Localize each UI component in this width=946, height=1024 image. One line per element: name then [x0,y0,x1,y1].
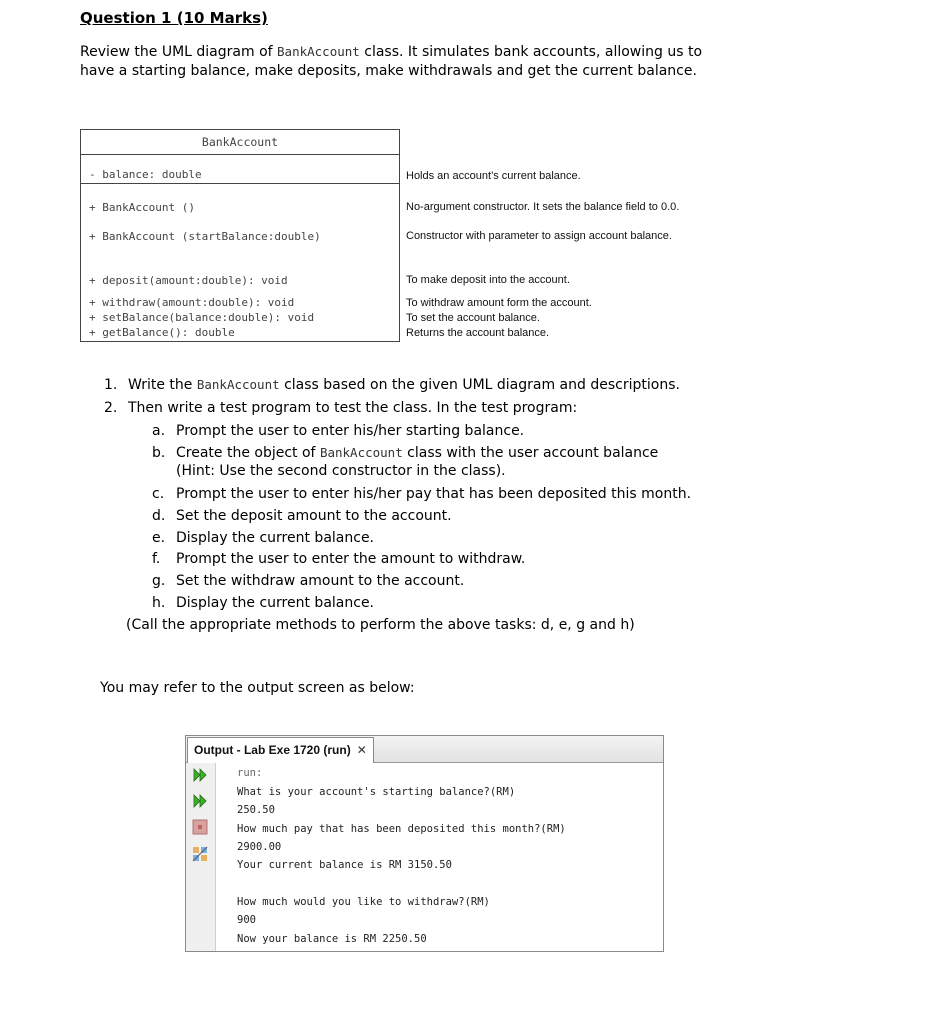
subtask-text: class with the user account balance [402,445,659,461]
subtask-text: Create the object of [176,445,320,461]
console-line: How much pay that has been deposited this month?(RM) [237,823,566,835]
uml-fields-box [81,154,399,184]
output-tab[interactable] [187,737,374,763]
rerun-with-options-icon[interactable] [192,793,208,809]
task-number: 2. [104,400,118,416]
subtask-letter: h. [152,595,166,611]
subtask-letter: d. [152,508,166,524]
subtask-letter: f. [152,551,161,567]
output-tab-bar [186,736,663,763]
intro-class-name: BankAccount [277,44,360,59]
subtask-class-name: BankAccount [319,445,403,460]
desc-field: Holds an account’s current balance. [406,170,581,182]
console-line: 900 [237,914,256,926]
subtask-text: Prompt the user to enter his/her starting balance. [176,423,525,439]
console-line: How much would you like to withdraw?(RM) [237,896,490,908]
subtask-text: Display the current balance. [176,595,375,611]
desc-getbalance: Returns the account balance. [406,327,550,339]
task-note: (Call the appropriate methods to perform the above tasks: d, e, g and h) [126,617,635,633]
subtask-letter: e. [152,530,166,546]
question-heading: Question 1 (10 Marks) [80,9,268,27]
subtask-h [152,595,374,611]
desc-setbalance: To set the account balance. [406,312,540,324]
uml-class-name: BankAccount [201,135,279,149]
subtask-letter: g. [152,573,166,589]
desc-deposit: To make deposit into the account. [406,274,570,286]
uml-diagram [80,129,400,342]
subtask-letter: a. [152,423,166,439]
desc-withdraw: To withdraw amount form the account. [406,297,592,309]
subtask-text: Set the deposit amount to the account. [176,508,452,524]
intro-text-2: class. It simulates bank accounts, allowing us to have a starting balance, make deposits, make withdrawals and get the current balance. [80,44,703,79]
subtask-e [152,530,374,546]
subtask-text: Display the current balance. [176,530,375,546]
uml-field-balance: - balance: double [89,168,202,181]
subtask-g [152,573,464,589]
task-2 [104,400,577,416]
uml-class-name-box [81,130,399,155]
uml-method-setbalance: + setBalance(balance:double): void [89,311,315,324]
close-icon[interactable]: ✕ [356,743,367,757]
subtask-d [152,508,452,524]
subtask-b [152,445,658,461]
subtask-text: Set the withdraw amount to the account. [176,573,465,589]
console-line: 2900.00 [237,841,282,853]
task-text: class based on the given UML diagram and descriptions. [279,377,680,393]
uml-method-deposit: + deposit(amount:double): void [89,274,288,287]
subtask-c [152,486,691,502]
output-toolbar [186,763,216,951]
uml-constructor-param: + BankAccount (startBalance:double) [89,230,321,243]
subtask-a [152,423,524,439]
subtask-letter: c. [152,486,165,502]
task-text: Then write a test program to test the class. In the test program: [128,400,578,416]
stop-icon[interactable] [192,819,208,835]
uml-method-getbalance: + getBalance(): double [89,326,235,339]
refer-text: You may refer to the output screen as below: [100,680,415,696]
uml-constructor-noarg: + BankAccount () [89,201,195,214]
task-number: 1. [104,377,118,393]
subtask-f [152,551,525,567]
console-line: What is your account's starting balance?(RM) [237,786,516,798]
console-line: 250.50 [237,804,275,816]
rerun-icon[interactable] [192,767,208,783]
desc-ctor-param: Constructor with parameter to assign account balance. [406,230,672,242]
output-tab-title: Output - Lab Exe 1720 (run) [194,743,351,757]
console-line: Your current balance is RM 3150.50 [237,859,452,871]
desc-ctor-noarg: No-argument constructor. It sets the balance field to 0.0. [406,201,680,213]
task-1 [104,377,680,393]
console-line: run: [237,767,263,779]
subtask-text: Prompt the user to enter the amount to withdraw. [176,551,526,567]
uml-method-withdraw: + withdraw(amount:double): void [89,296,295,309]
intro-paragraph [80,43,730,80]
task-class-name: BankAccount [196,377,280,392]
output-window [185,735,664,952]
subtask-letter: b. [152,445,166,461]
statistics-icon[interactable] [192,846,208,862]
subtask-text: Prompt the user to enter his/her pay that has been deposited this month. [176,486,692,502]
console-line: Now your balance is RM 2250.50 [237,933,427,945]
subtask-b-hint: (Hint: Use the second constructor in the class). [176,463,506,479]
task-text: Write the [128,377,197,393]
intro-text-1: Review the UML diagram of [80,44,278,60]
